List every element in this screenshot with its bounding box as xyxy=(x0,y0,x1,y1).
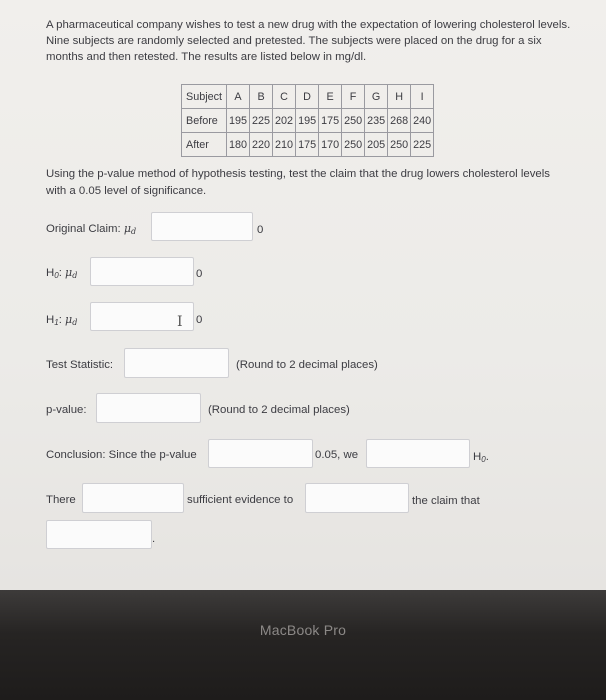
there-label: There xyxy=(46,494,76,506)
table-cell: 195 xyxy=(227,109,250,133)
table-cell: 175 xyxy=(296,133,319,157)
support-reject-select[interactable] xyxy=(305,483,409,513)
table-cell: 220 xyxy=(250,133,273,157)
table-header-cell: I xyxy=(411,85,434,109)
table-header-cell: Subject xyxy=(182,85,227,109)
table-row-after xyxy=(182,133,434,157)
problem-intro: A pharmaceutical company wishes to test a new drug with the expectation of lowering cholesterol levels. Nine subjects are randomly selected and pretested. The subjects were placed on the drug for a six months and then retested. The results are listed below in mg/dl. xyxy=(46,19,571,63)
p-value-hint: (Round to 2 decimal places) xyxy=(208,404,350,416)
test-statistic-hint: (Round to 2 decimal places) xyxy=(236,359,378,371)
table-cell: 268 xyxy=(388,109,411,133)
table-cell: 240 xyxy=(411,109,434,133)
table-cell: 195 xyxy=(296,109,319,133)
h0-label: H0: μd xyxy=(46,266,78,280)
table-row-before xyxy=(182,109,434,133)
table-cell: 235 xyxy=(365,109,388,133)
table-header-cell: G xyxy=(365,85,388,109)
table-cell: 225 xyxy=(411,133,434,157)
mu-d-symbol: μd xyxy=(65,313,78,327)
p-value-comparison-select[interactable] xyxy=(208,439,313,468)
evidence-label: sufficient evidence to xyxy=(187,494,294,506)
table-header-cell: B xyxy=(250,85,273,109)
laptop-bezel xyxy=(0,590,606,700)
mu-d-symbol: μd xyxy=(123,222,137,236)
original-claim-label: Original Claim: μd xyxy=(46,222,137,236)
final-period: . xyxy=(152,533,156,545)
table-cell: 225 xyxy=(250,109,273,133)
table-cell: 205 xyxy=(365,133,388,157)
table-cell: 210 xyxy=(273,133,296,157)
test-statistic-input[interactable] xyxy=(124,348,229,378)
p-value-input[interactable] xyxy=(96,393,201,423)
table-header-cell: D xyxy=(296,85,319,109)
table-cell: After xyxy=(182,133,227,157)
table-header-cell: A xyxy=(227,85,250,109)
table-header-cell: H xyxy=(388,85,411,109)
h1-value: 0 xyxy=(196,314,203,326)
table-cell: 180 xyxy=(227,133,250,157)
table-cell: 250 xyxy=(388,133,411,157)
table-cell: Before xyxy=(182,109,227,133)
h1-label: H1: μd xyxy=(46,313,78,327)
decision-select[interactable] xyxy=(366,439,470,468)
text-cursor-icon: I xyxy=(177,314,183,330)
problem-question: Using the p-value method of hypothesis testing, test the claim that the drug lowers cholesterol levels with a 0.05 level of significance. xyxy=(46,168,550,197)
table-cell: 202 xyxy=(273,109,296,133)
h0-operator-select[interactable] xyxy=(90,257,194,286)
table-cell: 250 xyxy=(342,109,365,133)
conclusion-h0: H0. xyxy=(473,451,489,464)
is-is-not-select[interactable] xyxy=(82,483,184,513)
table-header-cell: F xyxy=(342,85,365,109)
data-table xyxy=(181,84,434,157)
p-value-label: p-value: xyxy=(46,404,87,416)
table-header-cell: E xyxy=(319,85,342,109)
mu-d-symbol: μd xyxy=(65,266,78,280)
conclusion-label: Conclusion: Since the p-value xyxy=(46,449,197,461)
original-claim-operator-select[interactable] xyxy=(151,212,253,241)
table-cell: 170 xyxy=(319,133,342,157)
table-cell: 250 xyxy=(342,133,365,157)
final-statement-select[interactable] xyxy=(46,520,152,549)
h0-value: 0 xyxy=(196,268,203,280)
claim-that-label: the claim that xyxy=(412,495,480,507)
macbook-pro-logo: MacBook Pro xyxy=(259,622,347,638)
conclusion-alpha: 0.05, we xyxy=(315,449,359,461)
table-header-row xyxy=(182,85,434,109)
original-claim-value: 0 xyxy=(257,224,264,236)
table-header-cell: C xyxy=(273,85,296,109)
table-cell: 175 xyxy=(319,109,342,133)
test-statistic-label: Test Statistic: xyxy=(46,359,114,371)
